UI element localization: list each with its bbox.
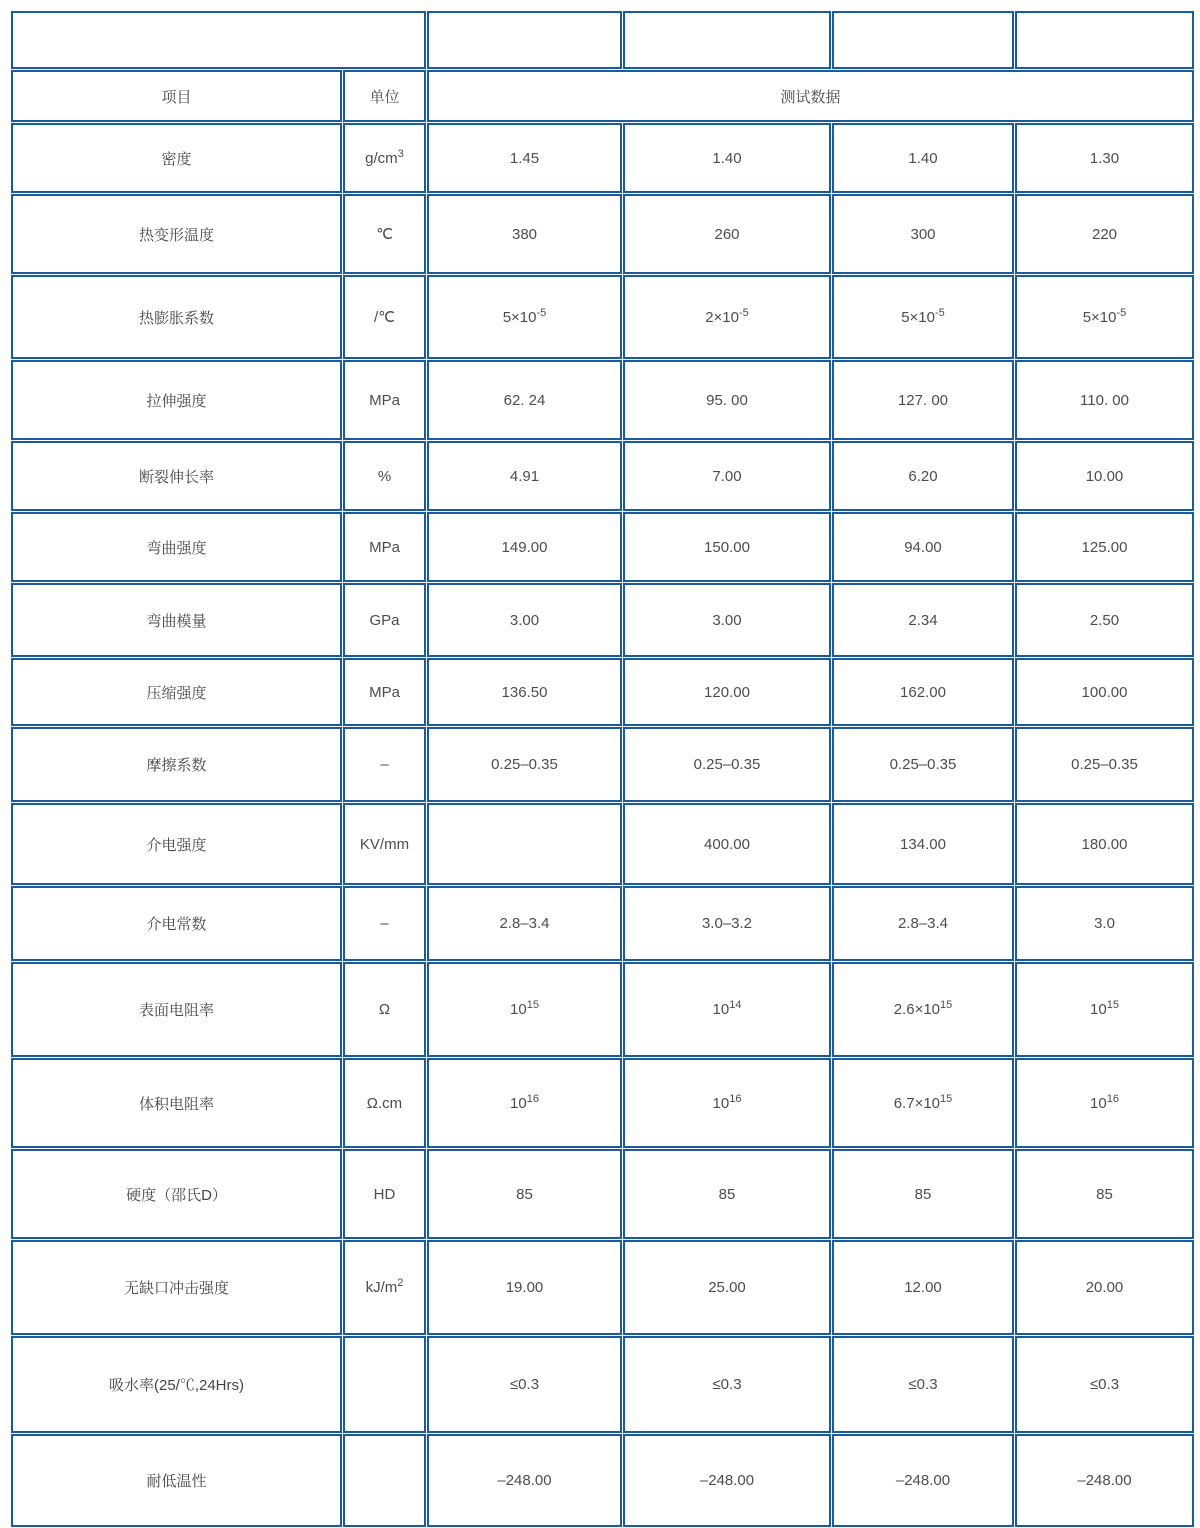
value-cell: $10^{16}$	[623, 1058, 831, 1148]
table-row	[11, 275, 1194, 359]
property-name-cell: 吸水率(25/℃,24Hrs)	[11, 1336, 342, 1433]
value-cell: $6.7\times 10^{15}$	[832, 1058, 1014, 1148]
value-cell: 1.40	[832, 123, 1014, 193]
property-name-cell: 压缩强度	[11, 658, 342, 726]
property-name-cell: 体积电阻率	[11, 1058, 342, 1148]
value-cell: 3.00	[623, 583, 831, 657]
value-cell: 0.25–0.35	[1015, 727, 1194, 802]
value-cell: 134.00	[832, 803, 1014, 885]
product-header-njsspi-1008: NJSSPI–1008	[1015, 11, 1194, 69]
value-cell: 3.0–3.2	[623, 886, 831, 961]
unit-cell: $g/cm^3$	[343, 123, 426, 193]
property-name-cell: 密度	[11, 123, 342, 193]
value-cell: $5\times 10^{-5}$	[427, 275, 622, 359]
unit-cell: HD	[343, 1149, 426, 1239]
value-cell: $10^{15}$	[427, 962, 622, 1057]
unit-cell: %	[343, 441, 426, 511]
table-row	[11, 658, 1194, 726]
value-cell: 2.34	[832, 583, 1014, 657]
subheader-row	[11, 70, 1194, 122]
table-row	[11, 512, 1194, 582]
table-row	[11, 360, 1194, 440]
value-cell: 7.00	[623, 441, 831, 511]
value-cell: 85	[1015, 1149, 1194, 1239]
unit-cell: Ω	[343, 962, 426, 1057]
item-header-cell: 项目	[11, 70, 342, 122]
property-name-cell: 表面电阻率	[11, 962, 342, 1057]
unit-cell: Ω.cm	[343, 1058, 426, 1148]
property-name-cell: 弯曲强度	[11, 512, 342, 582]
product-name-header: 产品名称	[11, 11, 426, 69]
value-cell: $10^{14}$	[623, 962, 831, 1057]
value-cell: $5\times 10^{-5}$	[832, 275, 1014, 359]
value-cell: 3.0	[1015, 886, 1194, 961]
table-row	[11, 803, 1194, 885]
table-row	[11, 727, 1194, 802]
unit-cell	[343, 1336, 426, 1433]
value-cell: $5\times 10^{-5}$	[1015, 275, 1194, 359]
table-row	[11, 962, 1194, 1057]
table-row	[11, 194, 1194, 274]
value-cell: 0.25–0.35	[623, 727, 831, 802]
property-name-cell: 摩擦系数	[11, 727, 342, 802]
value-cell: ≤0.3	[623, 1336, 831, 1433]
value-cell: 2.50	[1015, 583, 1194, 657]
value-cell	[427, 803, 622, 885]
value-cell: 100.00	[1015, 658, 1194, 726]
table-row	[11, 123, 1194, 193]
value-cell: –248.00	[832, 1434, 1014, 1527]
value-cell: 136.50	[427, 658, 622, 726]
unit-cell: MPa	[343, 512, 426, 582]
table-row	[11, 583, 1194, 657]
table-row	[11, 1149, 1194, 1239]
value-cell: 94.00	[832, 512, 1014, 582]
table-row	[11, 1240, 1194, 1335]
value-cell: 380	[427, 194, 622, 274]
value-cell: $10^{15}$	[1015, 962, 1194, 1057]
unit-cell: –	[343, 886, 426, 961]
unit-cell: ℃	[343, 194, 426, 274]
value-cell: ≤0.3	[427, 1336, 622, 1433]
unit-header-cell: 单位	[343, 70, 426, 122]
value-cell: 12.00	[832, 1240, 1014, 1335]
property-name-cell: 热膨胀系数	[11, 275, 342, 359]
product-header-njsspi-1007: NJSSPI–1007	[832, 11, 1014, 69]
value-cell: 4.91	[427, 441, 622, 511]
value-cell: 2.8–3.4	[427, 886, 622, 961]
value-cell: 85	[623, 1149, 831, 1239]
unit-cell: $kJ/m^2$	[343, 1240, 426, 1335]
property-name-cell: 断裂伸长率	[11, 441, 342, 511]
value-cell: 220	[1015, 194, 1194, 274]
table-row	[11, 441, 1194, 511]
property-name-cell: 无缺口冲击强度	[11, 1240, 342, 1335]
value-cell: –248.00	[427, 1434, 622, 1527]
value-cell: 1.45	[427, 123, 622, 193]
value-cell: 20.00	[1015, 1240, 1194, 1335]
value-cell: 62. 24	[427, 360, 622, 440]
unit-cell: KV/mm	[343, 803, 426, 885]
table-row	[11, 1434, 1194, 1527]
value-cell: 125.00	[1015, 512, 1194, 582]
value-cell: $10^{16}$	[427, 1058, 622, 1148]
value-cell: –248.00	[1015, 1434, 1194, 1527]
value-cell: 1.40	[623, 123, 831, 193]
table-row	[11, 1058, 1194, 1148]
value-cell: $10^{16}$	[1015, 1058, 1194, 1148]
value-cell: $2\times 10^{-5}$	[623, 275, 831, 359]
value-cell: 25.00	[623, 1240, 831, 1335]
property-name-cell: 热变形温度	[11, 194, 342, 274]
value-cell: –248.00	[623, 1434, 831, 1527]
unit-cell: GPa	[343, 583, 426, 657]
property-name-cell: 介电强度	[11, 803, 342, 885]
value-cell: 120.00	[623, 658, 831, 726]
spec-table	[10, 10, 1195, 1528]
value-cell: 19.00	[427, 1240, 622, 1335]
unit-cell: MPa	[343, 658, 426, 726]
value-cell: 150.00	[623, 512, 831, 582]
value-cell: 300	[832, 194, 1014, 274]
value-cell: $2.6\times 10^{15}$	[832, 962, 1014, 1057]
value-cell: 95. 00	[623, 360, 831, 440]
unit-cell: –	[343, 727, 426, 802]
product-header-njsspi-1006: NJSSPI–1006	[623, 11, 831, 69]
value-cell: ≤0.3	[1015, 1336, 1194, 1433]
product-header-njsspi-1003: NJSSPI–1003	[427, 11, 622, 69]
value-cell: 180.00	[1015, 803, 1194, 885]
table-row	[11, 886, 1194, 961]
property-name-cell: 弯曲模量	[11, 583, 342, 657]
value-cell: 149.00	[427, 512, 622, 582]
value-cell: 110. 00	[1015, 360, 1194, 440]
value-cell: 162.00	[832, 658, 1014, 726]
value-cell: 127. 00	[832, 360, 1014, 440]
value-cell: 0.25–0.35	[832, 727, 1014, 802]
value-cell: 10.00	[1015, 441, 1194, 511]
product-header-row	[11, 11, 1194, 69]
value-cell: 2.8–3.4	[832, 886, 1014, 961]
property-name-cell: 拉伸强度	[11, 360, 342, 440]
value-cell: 400.00	[623, 803, 831, 885]
value-cell: 85	[832, 1149, 1014, 1239]
value-cell: 260	[623, 194, 831, 274]
value-cell: 0.25–0.35	[427, 727, 622, 802]
table-row	[11, 1336, 1194, 1433]
value-cell: 3.00	[427, 583, 622, 657]
test-data-header-cell: 测试数据	[427, 70, 1194, 122]
unit-cell: /℃	[343, 275, 426, 359]
value-cell: 85	[427, 1149, 622, 1239]
property-name-cell: 介电常数	[11, 886, 342, 961]
property-name-cell: 耐低温性	[11, 1434, 342, 1527]
unit-cell	[343, 1434, 426, 1527]
value-cell: 6.20	[832, 441, 1014, 511]
value-cell: 1.30	[1015, 123, 1194, 193]
unit-cell: MPa	[343, 360, 426, 440]
value-cell: ≤0.3	[832, 1336, 1014, 1433]
property-name-cell: 硬度（邵氏D）	[11, 1149, 342, 1239]
